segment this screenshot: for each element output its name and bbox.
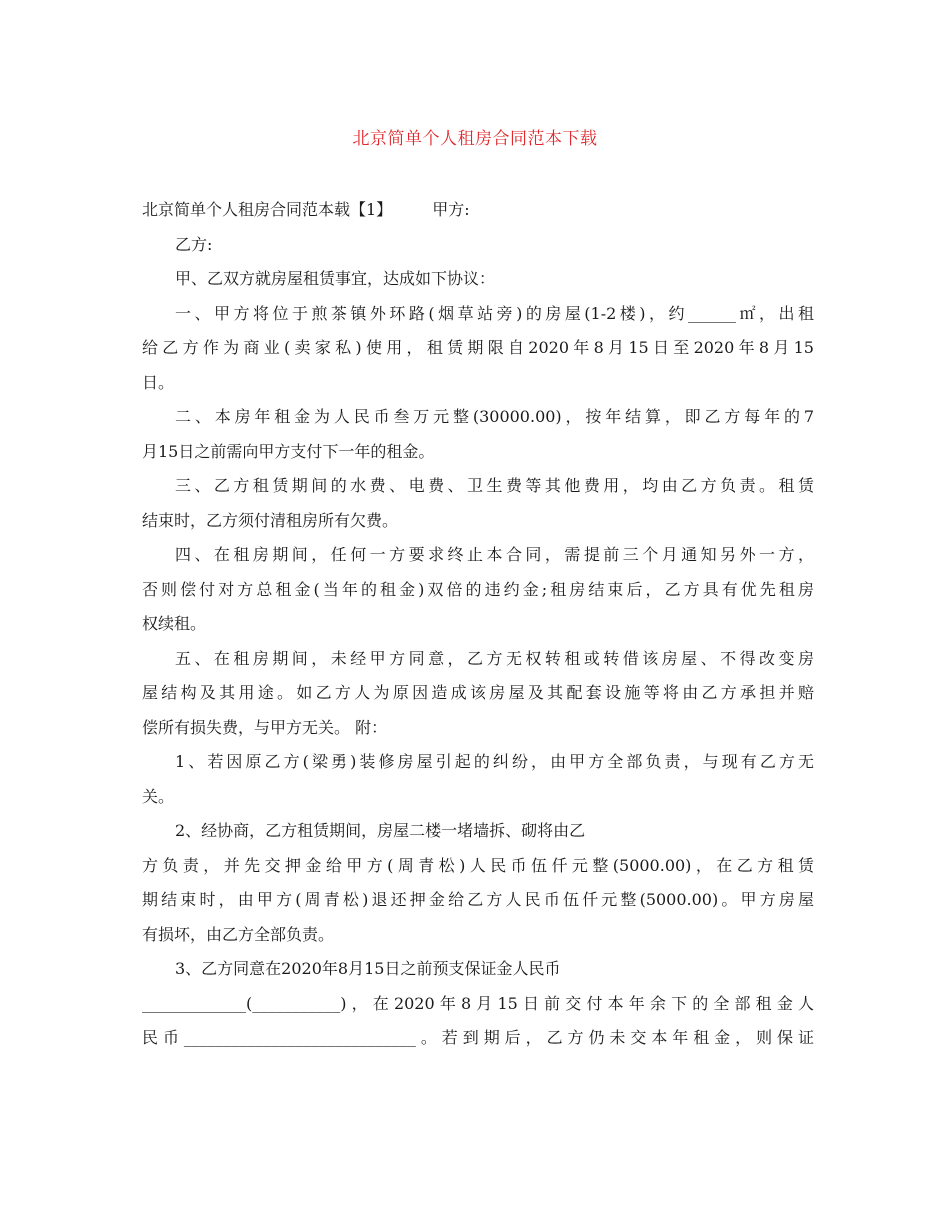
line-text: 偿所有损失费，与甲方无关。 附： [142,717,388,737]
document-line [142,952,814,987]
line-text: 四、在租房期间，任何一方要求终止本合同，需提前三个月通知另外一方， [175,545,814,564]
line-text: 北京简单个人租房合同范本载【1】 [142,200,393,219]
document-title: 北京简单个人租房合同范本下载 [352,129,598,149]
line-text: 乙方: [175,234,213,254]
document-line [142,262,814,297]
line-text: 一、甲方将位于煎茶镇外环路(烟草站旁)的房屋(1-2楼)，约______㎡，出租 [175,303,814,323]
line-text: _____________(___________)，在2020年8月15日前交付本年余下的全部租金人 [142,993,814,1013]
document-line [142,435,814,470]
line-text: 甲、乙双方就房屋租赁事宜，达成如下协议： [175,269,496,288]
document-line [142,1021,814,1056]
line-text: 否则偿付对方总租金(当年的租金)双倍的违约金;租房结束后，乙方具有优先租房 [142,579,814,599]
document-line [142,331,814,366]
party-a-label: 甲方: [432,200,470,219]
line-text: 方负责，并先交押金给甲方(周青松)人民币伍仟元整(5000.00)，在乙方租赁 [142,855,814,875]
line-text: 1、若因原乙方(梁勇)装修房屋引起的纠纷，由甲方全部负责，与现有乙方无 [175,752,814,771]
document-line [142,849,814,884]
line-text: 二、本房年租金为人民币叁万元整(30000.00)，按年结算，即乙方每年的7 [175,407,814,426]
document-line [142,745,814,780]
line-text: 五、在租房期间，未经甲方同意，乙方无权转租或转借该房屋、不得改变房 [175,648,814,668]
document-line [142,987,814,1022]
document-line [142,469,814,504]
document-line [142,607,814,642]
document-line [142,366,814,401]
document-line [142,538,814,573]
document-line [142,504,814,539]
line-text: 结束时，乙方须付清租房所有欠费。 [142,510,399,530]
line-text: 有损坏，由乙方全部负责。 [142,924,335,944]
line-text: 屋结构及其用途。如乙方人为原因造成该房屋及其配套设施等将由乙方承担并赔 [142,683,814,702]
line-text: 月15日之前需向甲方支付下一年的租金。 [142,441,435,461]
line-text: 三、乙方租赁期间的水费、电费、卫生费等其他费用，均由乙方负责。租赁 [175,476,814,495]
line-text: 权续租。 [142,614,207,633]
document-line [142,297,814,332]
document-line [142,711,814,746]
document-line [142,780,814,815]
document-line [142,573,814,608]
document-line [142,883,814,918]
document-line [142,642,814,677]
document-line [142,193,814,228]
document-line [142,814,814,849]
line-text: 2、经协商，乙方租赁期间，房屋二楼一堵墙拆、砌将由乙 [175,821,586,840]
line-text: 关。 [142,786,175,806]
line-text: 民币_____________________________。若到期后，乙方仍未交本年租金，则保证 [142,1028,814,1047]
document-line [142,918,814,953]
line-text: 期结束时，由甲方(周青松)退还押金给乙方人民币伍仟元整(5000.00)。甲方房屋 [142,890,814,909]
line-text: 3、乙方同意在2020年8月15日之前预支保证金人民币 [175,959,561,978]
document-line [142,400,814,435]
document-body [142,193,814,1056]
document-line [142,676,814,711]
line-text: 给乙方作为商业(卖家私)使用，租赁期限自2020年8月15日至2020年8月15 [142,338,814,357]
line-text: 日。 [142,372,175,392]
document-line [142,228,814,263]
